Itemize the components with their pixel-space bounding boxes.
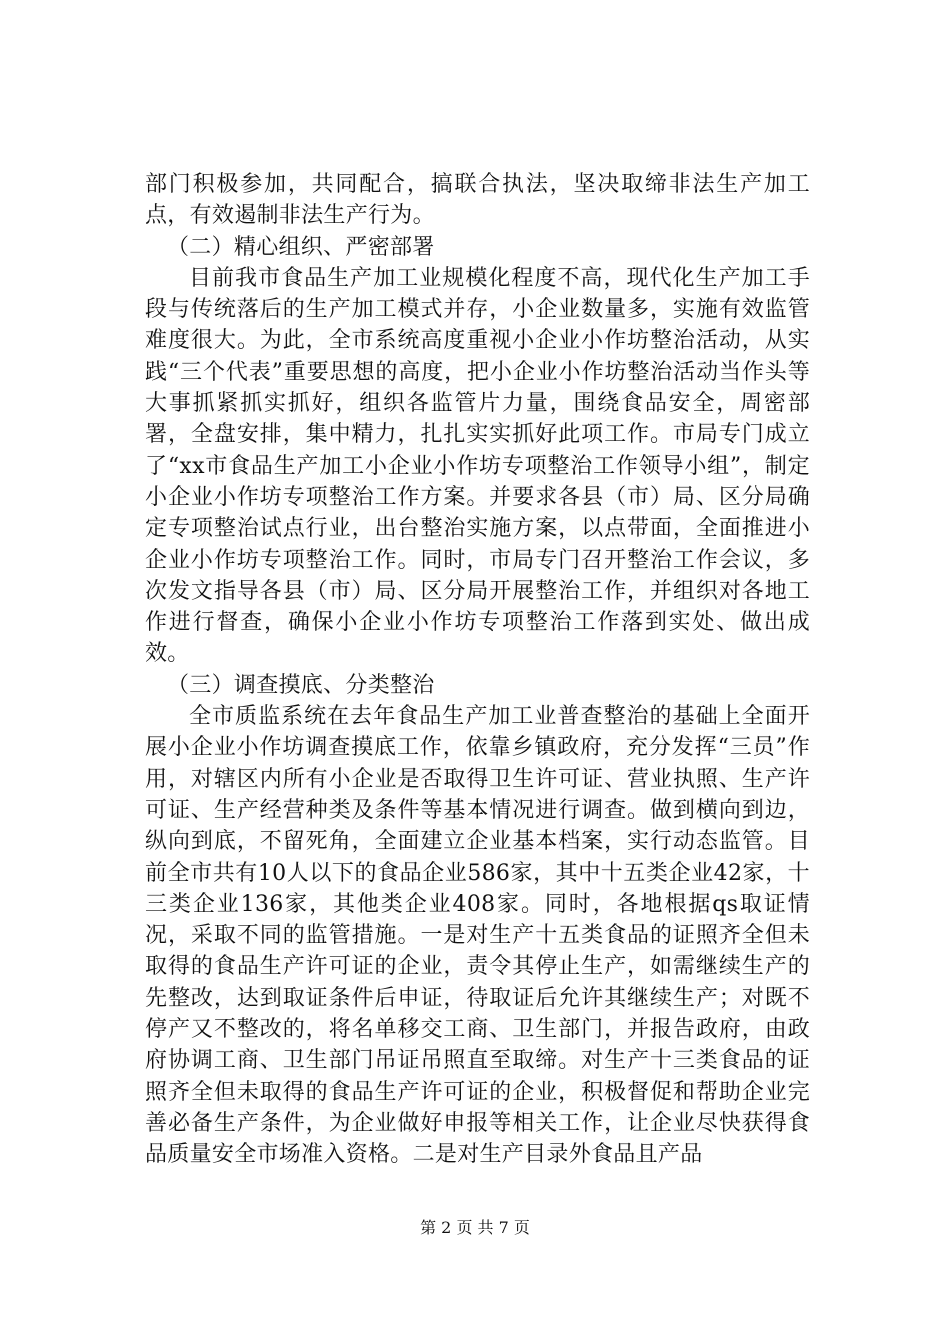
section-heading-3: （三）调查摸底、分类整治	[167, 672, 435, 698]
paragraph-body-organization: 目前我市食品生产加工业规模化程度不高，现代化生产加工手段与传统落后的生产加工模式并存，小企业数量多，实施有效监管难度很大。为此，全市系统高度重视小企业小作坊整治活动，从实践“三个代表”重要思想的高度，把小企业小作坊整治活动当作头等大事抓紧抓实抓好，组织各监管片力量，围绕食品安全，周密部署，全盘安排，集中精力，扎扎实实抓好此项工作。市局专门成立了“xx市食品生产加工小企业小作坊专项整治工作领导小组”，制定小企业小作坊专项整治工作方案。并要求各县（市）局、区分局确定专项整治试点行业，出台整治实施方案，以点带面，全面推进小企业小作坊专项整治工作。同时，市局专门召开整治工作会议，多次发文指导各县（市）局、区分局开展整治工作，并组织对各地工作进行督查，确保小企业小作坊专项整治工作落到实处、做出成效。	[145, 265, 810, 667]
section-heading-2: （二）精心组织、严密部署	[167, 234, 435, 260]
document-body	[145, 169, 810, 1171]
paragraph-body-survey: 全市质监系统在去年食品生产加工业普查整治的基础上全面开展小企业小作坊调查摸底工作，依靠乡镇政府，充分发挥“三员”作用，对辖区内所有小企业是否取得卫生许可证、营业执照、生产许可证、生产经营种类及条件等基本情况进行调查。做到横向到边，纵向到底，不留死角，全面建立企业基本档案，实行动态监管。目前全市共有10人以下的食品企业586家，其中十五类企业42家，十三类企业136家，其他类企业408家。同时，各地根据qs取证情况，采取不同的监管措施。一是对生产十五类食品的证照齐全但未取得的食品生产许可证的企业，责令其停止生产，如需继续生产的先整改，达到取证条件后申证，待取证后允许其继续生产；对既不停产又不整改的，将名单移交工商、卫生部门，并报告政府，由政府协调工商、卫生部门吊证吊照直至取缔。对生产十三类食品的证照齐全但未取得的食品生产许可证的企业，积极督促和帮助企业完善必备生产条件，为企业做好申报等相关工作，让企业尽快获得食品质量安全市场准入资格。二是对生产目录外食品且产品	[145, 704, 810, 1168]
paragraph-continuation: 部门积极参加，共同配合，搞联合执法，坚决取缔非法生产加工点，有效遏制非法生产行为。	[145, 172, 810, 229]
page-number-footer: 第 2 页 共 7 页	[420, 1218, 530, 1237]
